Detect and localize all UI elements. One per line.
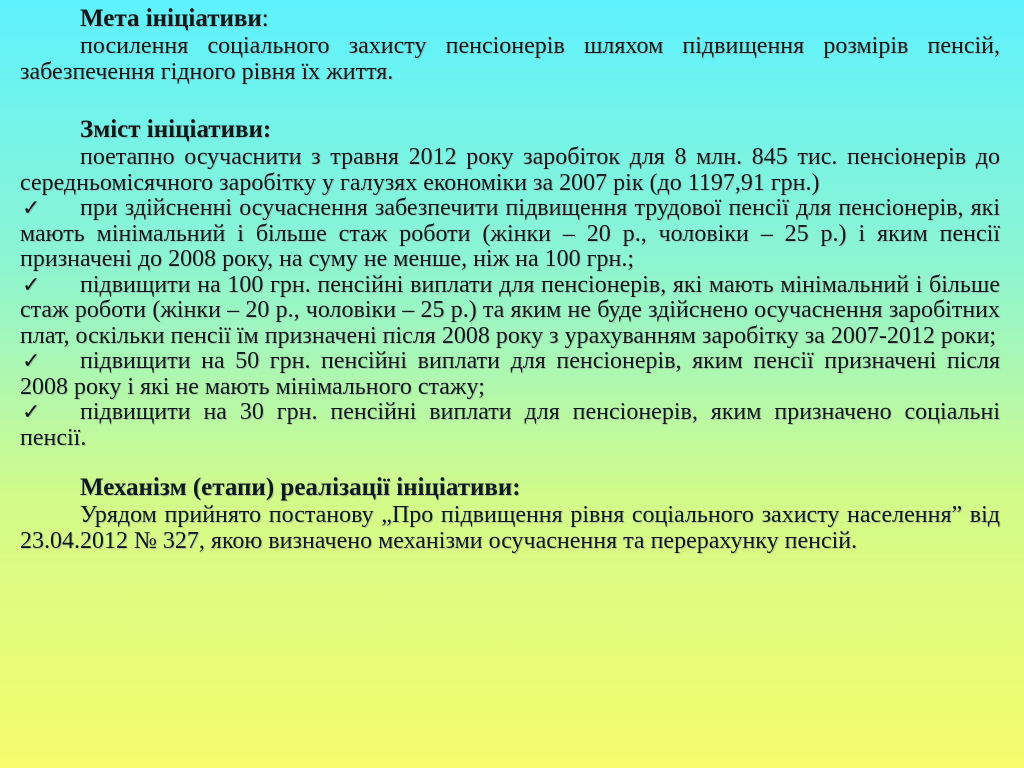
bullet-item [20,273,1000,350]
checkmark-icon: ✓ [22,400,41,425]
mechanism-text: Урядом прийнято постанову „Про підвищення рівня соціального захисту населення” від 23.04.2012 № 327, якою визначено механізми осучаснення та перерахунку пенсій. [20,502,1000,554]
bullet-text: підвищити на 50 грн. пенсійні виплати для пенсіонерів, яким пенсії призначені після 2008 року і які не мають мінімального стажу; [20,348,1000,400]
checkmark-icon: ✓ [22,349,41,374]
checkmark-icon: ✓ [22,272,41,298]
goal-heading [80,4,1000,34]
bullet-item [20,349,1000,400]
bullet-item [20,400,1000,451]
goal-heading-colon: : [261,5,269,32]
checkmark-icon: ✓ [22,196,41,221]
bullet-item [20,196,1000,273]
content-heading: Зміст ініціативи: [80,116,272,143]
goal-text: посилення соціального захисту пенсіонерів шляхом підвищення розмірів пенсій, забезпечення гідного рівня їх життя. [20,33,1000,85]
mechanism-heading: Механізм (етапи) реалізації ініціативи: [80,474,521,501]
bullet-text: при здійсненні осучаснення забезпечити підвищення трудової пенсії для пенсіонерів, які мають мінімальний і більше стаж роботи (жінки – 20 р., чоловіки – 25 р.) і яким пенсії призначені до 2008 року, на суму не менше, ніж на 100 грн.; [20,195,1000,272]
content-intro: поетапно осучаснити з травня 2012 року заробіток для 8 млн. 845 тис. пенсіонерів до середньомісячного заробітку у галузях економіки за 2007 рік (до 1197,91 грн.) [20,144,1000,196]
bullet-text: підвищити на 100 грн. пенсійні виплати для пенсіонерів, які мають мінімальний і більше стаж роботи (жінки – 20 р., чоловіки – 25 р.) та яким не буде здійснено осучаснення заробітних плат, оскільки пенсії їм призначені після 2008 року з урахуванням заробітку за 2007-2012 роки; [20,271,1000,349]
goal-heading-text: Мета ініціативи [80,5,262,32]
bullet-text: підвищити на 30 грн. пенсійні виплати для пенсіонерів, яким призначено соціальні пенсії. [20,399,1000,451]
